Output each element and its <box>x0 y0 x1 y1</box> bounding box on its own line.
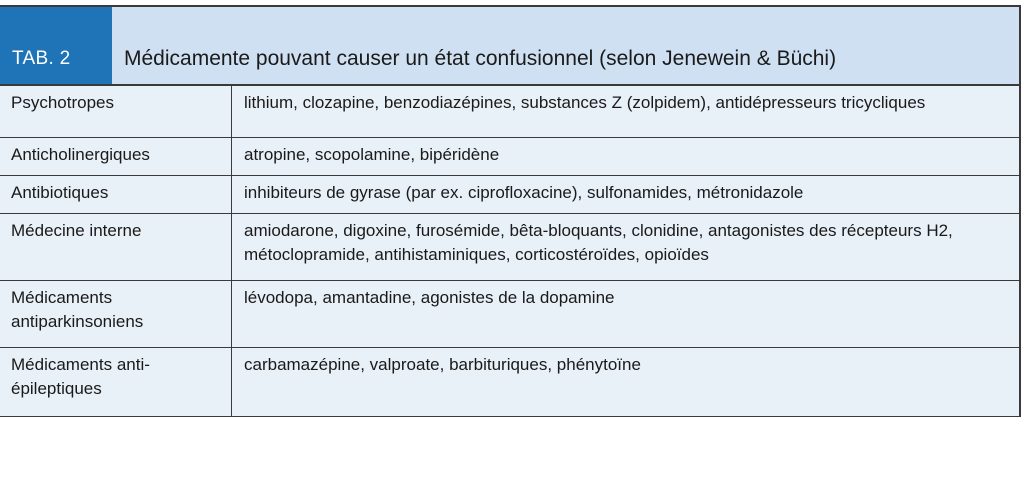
table-row <box>0 86 1019 138</box>
drugs-cell: lithium, clozapine, benzodiazépines, substances Z (zolpidem), antidépresseurs tricycliques <box>244 93 926 112</box>
table-number-label: TAB. 2 <box>0 7 112 84</box>
table-row <box>0 214 1019 281</box>
category-cell: Médicaments antiparkinsoniens <box>0 281 232 347</box>
category-cell: Psychotropes <box>0 86 232 137</box>
drugs-cell: amiodarone, digoxine, furosémide, bêta-bloquants, clonidine, antagonistes des récepteurs H2, métoclopramide, antihistaminiques, corticostéroïdes, opioïdes <box>244 221 953 264</box>
drugs-cell: atropine, scopolamine, bipéridène <box>244 145 500 164</box>
category-cell: Médicaments anti-épileptiques <box>0 348 232 416</box>
table-row <box>0 348 1019 417</box>
table-row <box>0 281 1019 348</box>
category-cell: Antibiotiques <box>0 176 232 213</box>
category-cell: Médecine interne <box>0 214 232 280</box>
table-row <box>0 176 1019 214</box>
category-cell: Anticholinergiques <box>0 138 232 175</box>
drugs-cell: lévodopa, amantadine, agonistes de la dopamine <box>244 288 615 307</box>
table-title: Médicamente pouvant causer un état confusionnel (selon Jenewein & Büchi) <box>124 47 837 70</box>
drugs-cell: inhibiteurs de gyrase (par ex. ciprofloxacine), sulfonamides, métronidazole <box>244 183 804 202</box>
drugs-cell: carbamazépine, valproate, barbituriques, phénytoïne <box>244 355 641 374</box>
table-row <box>0 138 1019 176</box>
table-header <box>0 7 1019 86</box>
drug-table <box>0 5 1021 417</box>
